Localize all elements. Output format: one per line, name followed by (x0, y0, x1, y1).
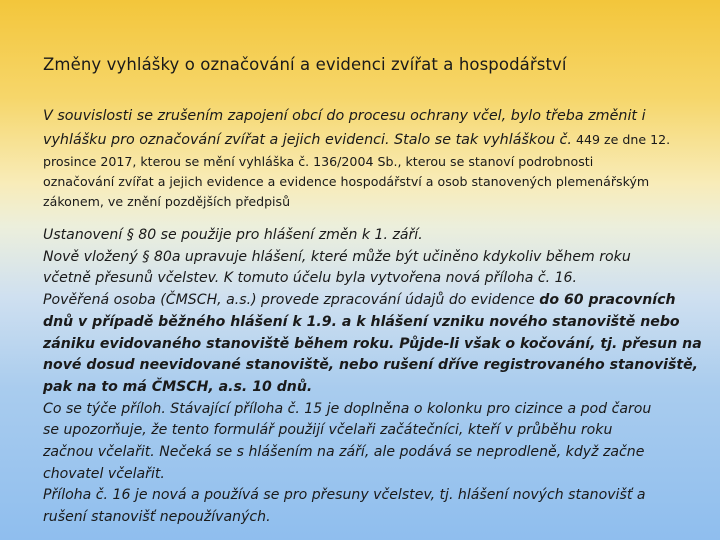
body-line: chovatel včelařit. (43, 465, 165, 482)
intro-line: V souvislosti se zrušením zapojení obcí do procesu ochrany včel, bylo třeba změnit i (43, 108, 646, 124)
body-text-bold: dnů v případě běžného hlášení k 1.9. a k hlášení vzniku nového stanoviště nebo (43, 313, 680, 330)
body-line: Co se týče příloh. Stávající příloha č. 15 je doplněna o kolonku pro cizince a pod čarou (43, 400, 652, 417)
body-paragraph (43, 225, 702, 529)
intro-line: označování zvířat a jejich evidence a evidence hospodářství a osob stanovených plemenářským (43, 174, 650, 189)
body-line: se upozorňuje, že tento formulář použijí včelaři začátečníci, kteří v průběhu roku (43, 422, 613, 439)
body-line: Ustanovení § 80 se použije pro hlášení změn k 1. září. (43, 227, 423, 243)
body-line: rušení stanovišť nepoužívaných. (43, 509, 271, 526)
body-line: začnou včelařit. Nečeká se s hlášením na září, ale podává se neprodleně, když začne (43, 444, 645, 461)
intro-line: zákonem, ve znění pozdějších předpisů (43, 194, 291, 209)
intro-line: prosince 2017, kterou se mění vyhláška č. 136/2004 Sb., kterou se stanoví podrobnosti (43, 154, 594, 169)
body-line: včetně přesunů včelstev. K tomuto účelu byla vytvořena nová příloha č. 16. (43, 270, 577, 287)
intro-text: vyhlášku pro označování zvířat a jejich evidenci. Stalo se tak vyhláškou č. (43, 132, 572, 148)
body-line: Nově vložený § 80a upravuje hlášení, které může být učiněno kdykoliv během roku (43, 248, 631, 265)
intro-paragraph (43, 105, 683, 212)
body-line-bold (43, 377, 683, 399)
slide-title: Změny vyhlášky o označování a evidenci zvířat a hospodářství (43, 55, 567, 74)
intro-text-small: 449 ze dne 12. (571, 132, 671, 147)
body-text-bold: pak na to má ČMSCH, a.s. 10 dnů. (43, 378, 313, 395)
body-text: Pověřená osoba (ČMSCH, a.s.) provede zpracování údajů do evidence (43, 292, 540, 309)
intro-line (43, 128, 683, 152)
body-line (43, 290, 683, 312)
body-text-bold: do 60 pracovních (539, 292, 676, 309)
body-text-bold: zániku evidovaného stanoviště během roku. Půjde-li však o kočování, tj. přesun na (43, 335, 702, 352)
body-line-bold (43, 312, 683, 334)
body-line: Příloha č. 16 je nová a používá se pro přesuny včelstev, tj. hlášení nových stanovišť a (43, 487, 646, 504)
body-text-bold: nové dosud neevidované stanoviště, nebo rušení dříve registrovaného stanoviště, (43, 357, 699, 374)
body-line-bold (43, 334, 702, 356)
body-line-bold (43, 355, 699, 377)
